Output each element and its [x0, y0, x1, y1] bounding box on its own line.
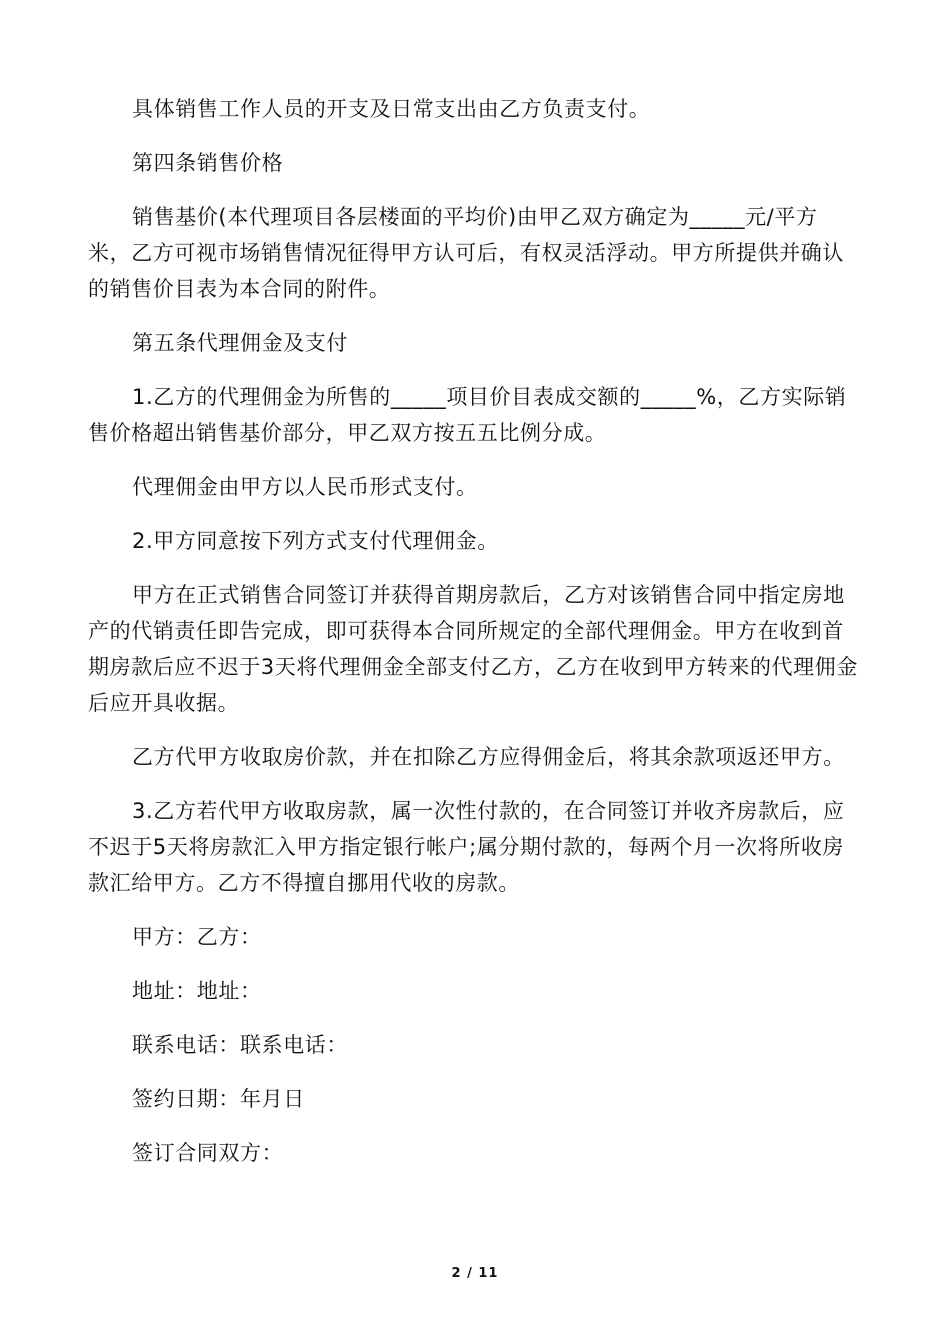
document-body — [88, 91, 860, 1171]
paragraph-expenses: 具体销售工作人员的开支及日常支出由乙方负责支付。 — [132, 97, 651, 121]
paragraph-commission-terms: 甲方在正式销售合同签订并获得首期房款后，乙方对该销售合同中指定房地产的代销责任即告完成，即可获得本合同所规定的全部代理佣金。甲方在收到首期房款后应不迟于3天将代理佣金全部支付乙方，乙方在收到甲方转来的代理佣金后应开具收据。 — [88, 583, 858, 715]
paragraph-commission-rate: 1.乙方的代理佣金为所售的_____项目价目表成交额的_____%，乙方实际销售价格超出销售基价部分，甲乙双方按五五比例分成。 — [88, 385, 847, 445]
signature-parties: 甲方：乙方： — [132, 925, 262, 949]
signature-address: 地址：地址： — [132, 979, 262, 1003]
section-heading-commission: 第五条代理佣金及支付 — [132, 331, 348, 355]
signature-both-parties: 签订合同双方： — [132, 1141, 284, 1165]
paragraph-payment-currency: 代理佣金由甲方以人民币形式支付。 — [132, 475, 478, 499]
page-number: 2 / 11 — [451, 1266, 499, 1281]
paragraph-base-price: 销售基价(本代理项目各层楼面的平均价)由甲乙双方确定为_____元/平方米，乙方可视市场销售情况征得甲方认可后，有权灵活浮动。甲方所提供并确认的销售价目表为本合同的附件。 — [88, 205, 844, 301]
paragraph-payment-method: 2.甲方同意按下列方式支付代理佣金。 — [132, 529, 499, 553]
signature-date: 签约日期：年月日 — [132, 1087, 305, 1111]
signature-phone: 联系电话：联系电话： — [132, 1033, 348, 1057]
section-heading-sales-price: 第四条销售价格 — [132, 151, 284, 175]
paragraph-remittance: 3.乙方若代甲方收取房款，属一次性付款的，在合同签订并收齐房款后，应不迟于5天将房款汇入甲方指定银行帐户;属分期付款的，每两个月一次将所收房款汇给甲方。乙方不得擅自挪用代收的房款。 — [88, 799, 845, 895]
paragraph-collection: 乙方代甲方收取房价款，并在扣除乙方应得佣金后，将其余款项返还甲方。 — [132, 745, 845, 769]
